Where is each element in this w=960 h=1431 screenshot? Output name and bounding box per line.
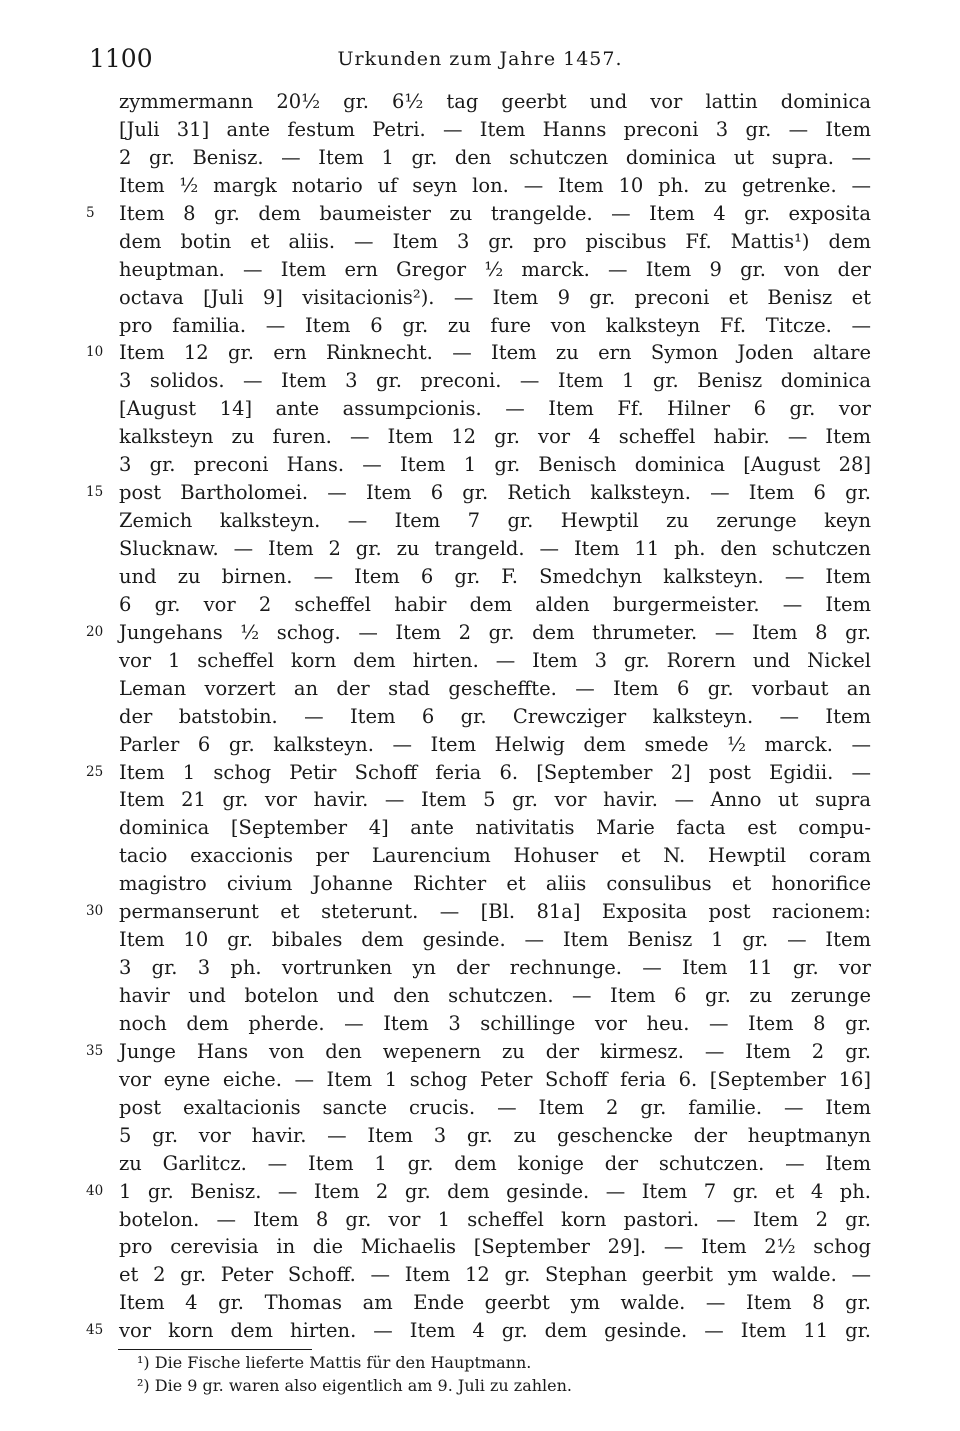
footnotes — [137, 1351, 837, 1397]
footnote: ²) Die 9 gr. waren also eigentlich am 9. Juli zu zahlen. — [137, 1376, 573, 1395]
line-text: havir und botelon und den schutczen. — Item 6 gr. zu zerunge — [119, 984, 871, 1007]
line-text: post exaltacionis sancte crucis. — Item 2 gr. familie. — Item — [119, 1095, 871, 1119]
text-line — [119, 507, 871, 535]
line-text: octava [Juli 9] visitacionis²). — Item 9 gr. preconi et Benisz et — [119, 285, 871, 309]
text-line — [119, 563, 871, 591]
line-text: Item 10 gr. bibales dem gesinde. — Item Benisz 1 gr. — Item — [119, 928, 871, 952]
text-line — [119, 451, 871, 479]
text-line — [86, 1317, 871, 1345]
line-number: 35 — [86, 1042, 104, 1059]
line-text: pro cerevisia in die Michaelis [September 29]. — Item 2½ schog — [119, 1235, 871, 1259]
line-text: pro familia. — Item 6 gr. zu fure von kalksteyn Ff. Titcze. — — [119, 313, 871, 337]
text-line — [86, 898, 871, 926]
text-line — [119, 1066, 871, 1094]
line-text: 6 gr. vor 2 scheffel habir dem alden burgermeister. — Item — [119, 592, 871, 616]
line-text: Item 21 gr. vor havir. — Item 5 gr. vor havir. — Anno ut supra — [119, 788, 871, 812]
line-text: Item 1 schog Petir Schoff feria 6. [September 2] post Egidii. — — [119, 760, 871, 784]
line-number: 10 — [86, 344, 104, 361]
text-line — [119, 395, 871, 423]
text-line — [119, 367, 871, 395]
text-line — [119, 926, 871, 954]
text-line — [119, 647, 871, 675]
text-line — [119, 116, 871, 144]
text-line — [119, 312, 871, 340]
line-number: 40 — [86, 1182, 104, 1199]
text-line — [86, 339, 871, 367]
text-line — [86, 759, 871, 787]
line-text: dem botin et aliis. — Item 3 gr. pro piscibus Ff. Mattis¹) dem — [119, 229, 871, 253]
line-text: zymmermann 20½ gr. 6½ tag geerbt und vor lattin dominica — [119, 90, 871, 113]
line-text: et 2 gr. Peter Schoff. — Item 12 gr. Stephan geerbit ym walde. — — [119, 1263, 871, 1287]
line-text: magistro civium Johanne Richter et aliis consulibus et honorifice — [119, 872, 871, 896]
text-line — [119, 814, 871, 842]
line-text: [August 14] ante assumpcionis. — Item Ff. Hilner 6 gr. vor — [119, 397, 871, 421]
line-text: post Bartholomei. — Item 6 gr. Retich kalksteyn. — Item 6 gr. — [119, 481, 871, 505]
text-line — [86, 1038, 871, 1066]
text-line — [86, 200, 871, 228]
line-text: Parler 6 gr. kalksteyn. — Item Helwig dem smede ½ marck. — — [119, 732, 871, 756]
text-line — [119, 1150, 871, 1178]
page-number: 1100 — [89, 44, 153, 73]
text-line — [119, 982, 871, 1010]
line-text: zu Garlitcz. — Item 1 gr. dem konige der schutczen. — Item — [119, 1151, 871, 1175]
line-text: kalksteyn zu furen. — Item 12 gr. vor 4 scheffel habir. — Item — [119, 425, 871, 449]
line-text: Leman vorzert an der stad gescheffte. — Item 6 gr. vorbaut an — [119, 676, 871, 700]
line-text: dominica [September 4] ante nativitatis Marie facta est compu- — [119, 816, 871, 840]
line-number: 25 — [86, 763, 104, 780]
line-text: noch dem pherde. — Item 3 schillinge vor heu. — Item 8 gr. — [119, 1011, 871, 1035]
text-line — [119, 1094, 871, 1122]
line-text: der batstobin. — Item 6 gr. Crewcziger kalksteyn. — Item — [119, 704, 871, 728]
text-line — [119, 1206, 871, 1234]
line-text: botelon. — Item 8 gr. vor 1 scheffel korn pastori. — Item 2 gr. — [119, 1207, 871, 1231]
text-line — [119, 1261, 871, 1289]
running-head: Urkunden zum Jahre 1457. — [337, 48, 623, 70]
text-line — [119, 842, 871, 870]
line-text: Item ½ margk notario uf seyn lon. — Item 10 ph. zu getrenke. — — [119, 173, 871, 197]
line-text: [Juli 31] ante festum Petri. — Item Hanns preconi 3 gr. — Item — [119, 117, 871, 141]
line-text: Item 8 gr. dem baumeister zu trangelde. — Item 4 gr. exposita — [119, 201, 871, 225]
text-line — [119, 1010, 871, 1038]
text-line — [119, 1122, 871, 1150]
line-text: und zu birnen. — Item 6 gr. F. Smedchyn kalksteyn. — Item — [119, 564, 871, 588]
line-number: 20 — [86, 623, 104, 640]
text-line — [119, 284, 871, 312]
line-text: Item 12 gr. ern Rinknecht. — Item zu ern Symon Joden altare — [119, 341, 871, 365]
line-number: 5 — [86, 204, 95, 221]
text-line — [119, 1289, 871, 1317]
line-text: 3 gr. preconi Hans. — Item 1 gr. Benisch dominica [August 28] — [119, 453, 871, 477]
line-text: Slucknaw. — Item 2 gr. zu trangeld. — Item 11 ph. den schutczen — [119, 537, 871, 560]
text-line — [119, 954, 871, 982]
line-text: 3 gr. 3 ph. vortrunken yn der rechnunge. — Item 11 gr. vor — [119, 956, 871, 980]
line-text: 3 solidos. — Item 3 gr. preconi. — Item 1 gr. Benisz dominica — [119, 369, 871, 393]
text-line — [119, 1233, 871, 1261]
line-text: Jungehans ½ schog. — Item 2 gr. dem thrumeter. — Item 8 gr. — [119, 620, 871, 644]
text-line — [119, 256, 871, 284]
line-text: 2 gr. Benisz. — Item 1 gr. den schutczen dominica ut supra. — — [119, 145, 871, 169]
text-line — [119, 172, 871, 200]
footnote: ¹) Die Fische lieferte Mattis für den Hauptmann. — [137, 1353, 532, 1372]
line-text: Junge Hans von den wepenern zu der kirmesz. — Item 2 gr. — [119, 1039, 871, 1063]
text-line — [119, 423, 871, 451]
line-text: 1 gr. Benisz. — Item 2 gr. dem gesinde. — Item 7 gr. et 4 ph. — [119, 1179, 871, 1203]
line-text: permanserunt et steterunt. — [Bl. 81a] Exposita post racionem: — [119, 900, 871, 924]
line-text: 5 gr. vor havir. — Item 3 gr. zu geschencke der heuptmanyn — [119, 1123, 871, 1147]
text-line — [119, 675, 871, 703]
line-text: tacio exaccionis per Laurencium Hohuser et N. Hewptil coram — [119, 844, 871, 868]
body-text — [86, 88, 871, 1345]
text-line — [119, 786, 871, 814]
footnote-rule — [118, 1349, 312, 1350]
text-line — [119, 535, 871, 563]
text-line — [119, 731, 871, 759]
line-number: 15 — [86, 484, 104, 501]
text-line — [119, 703, 871, 731]
line-text: vor 1 scheffel korn dem hirten. — Item 3 gr. Rorern und Nickel — [119, 648, 871, 672]
text-line — [119, 228, 871, 256]
line-text: Zemich kalksteyn. — Item 7 gr. Hewptil zu zerunge keyn — [119, 509, 871, 533]
text-line — [119, 88, 871, 116]
text-line — [119, 870, 871, 898]
line-text: vor korn dem hirten. — Item 4 gr. dem gesinde. — Item 11 gr. — [119, 1319, 871, 1343]
line-text: vor eyne eiche. — Item 1 schog Peter Schoff feria 6. [September 16] — [119, 1067, 871, 1091]
line-number: 45 — [86, 1322, 104, 1339]
line-text: Item 4 gr. Thomas am Ende geerbt ym walde. — Item 8 gr. — [119, 1291, 871, 1315]
text-line — [86, 619, 871, 647]
text-line — [119, 591, 871, 619]
line-text: heuptman. — Item ern Gregor ½ marck. — Item 9 gr. von der — [119, 257, 871, 281]
line-number: 30 — [86, 903, 104, 920]
text-line — [119, 144, 871, 172]
text-line — [86, 1178, 871, 1206]
text-line — [86, 479, 871, 507]
